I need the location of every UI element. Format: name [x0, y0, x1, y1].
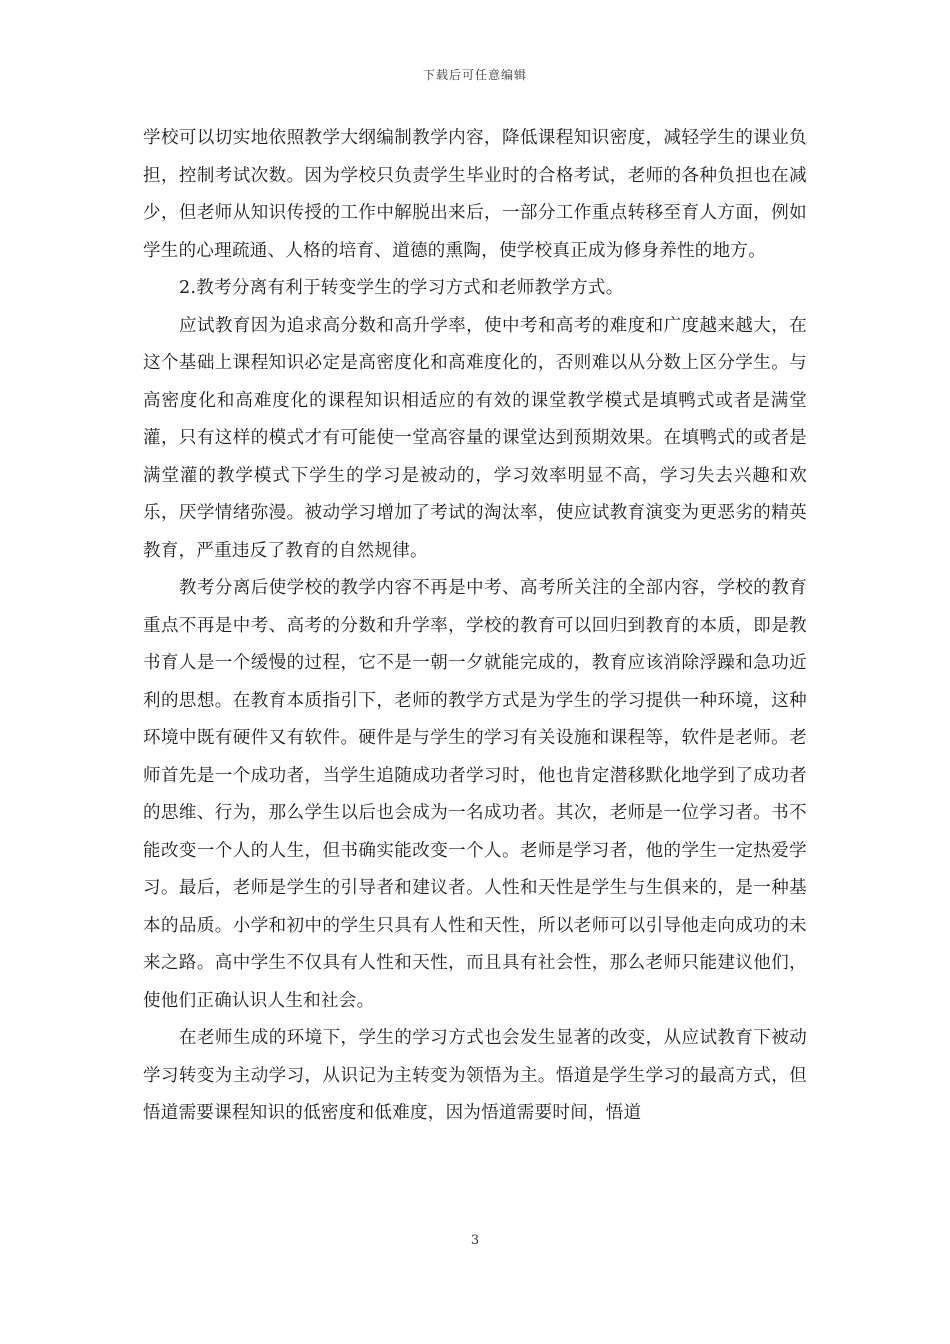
paragraph-learning-method: 在老师生成的环境下，学生的学习方式也会发生显著的改变，从应试教育下被动学习转变为主动学习，从识记为主转变为领悟为主。悟道是学生学习的最高方式，但悟道需要课程知识的低密度和低难度，因为悟道需要时间，悟道 [143, 1028, 807, 1123]
page-header: 下载后可任意编辑 [422, 68, 527, 82]
section-heading-2: 2.教考分离有利于转变学生的学习方式和老师教学方式。 [179, 278, 624, 298]
paragraph-exam-oriented-education: 应试教育因为追求高分数和高升学率，使中考和高考的难度和广度越来越大，在这个基础上课程知识必定是高密度化和高难度化的，否则难以从分数上区分学生。与高密度化和高难度化的课程知识相适应的有效的课堂教学模式是填鸭式或者是满堂灌，只有这样的模式才有可能使一堂高容量的课堂达到预期效果。在填鸭式的或者是满堂灌的教学模式下学生的学习是被动的，学习效率明显不高，学习失去兴趣和欢乐，厌学情绪弥漫。被动学习增加了考试的淘汰率，使应试教育演变为更恶劣的精英教育，严重违反了教育的自然规律。 [143, 315, 807, 561]
document-body [143, 120, 807, 1133]
paragraph-continuation: 学校可以切实地依照教学大纲编制教学内容，降低课程知识密度，减轻学生的课业负担，控制考试次数。因为学校只负责学生毕业时的合格考试，老师的各种负担也在减少，但老师从知识传授的工作中解脱出来后，一部分工作重点转移至育人方面，例如学生的心理疏通、人格的培育、道德的熏陶，使学校真正成为修身养性的地方。 [143, 128, 807, 261]
page-number: 3 [470, 1233, 480, 1248]
paragraph-teaching-separation: 教考分离后使学校的教学内容不再是中考、高考所关注的全部内容，学校的教育重点不再是中考、高考的分数和升学率，学校的教育可以回归到教育的本质，即是教书育人是一个缓慢的过程，它不是一朝一夕就能完成的，教育应该消除浮躁和急功近利的思想。在教育本质指引下，老师的教学方式是为学生的学习提供一种环境，这种环境中既有硬件又有软件。硬件是与学生的学习有关设施和课程等，软件是老师。老师首先是一个成功者，当学生追随成功者学习时，他也肯定潜移默化地学到了成功者的思维、行为，那么学生以后也会成为一名成功者。其次，老师是一位学习者。书不能改变一个人的人生，但书确实能改变一个人。老师是学习者，他的学生一定热爱学习。最后，老师是学生的引导者和建议者。人性和天性是学生与生俱来的，是一种基本的品质。小学和初中的学生只具有人性和天性，所以老师可以引导他走向成功的未来之路。高中学生不仅具有人性和天性，而且具有社会性，那么老师只能建议他们，使他们正确认识人生和社会。 [143, 578, 807, 1011]
